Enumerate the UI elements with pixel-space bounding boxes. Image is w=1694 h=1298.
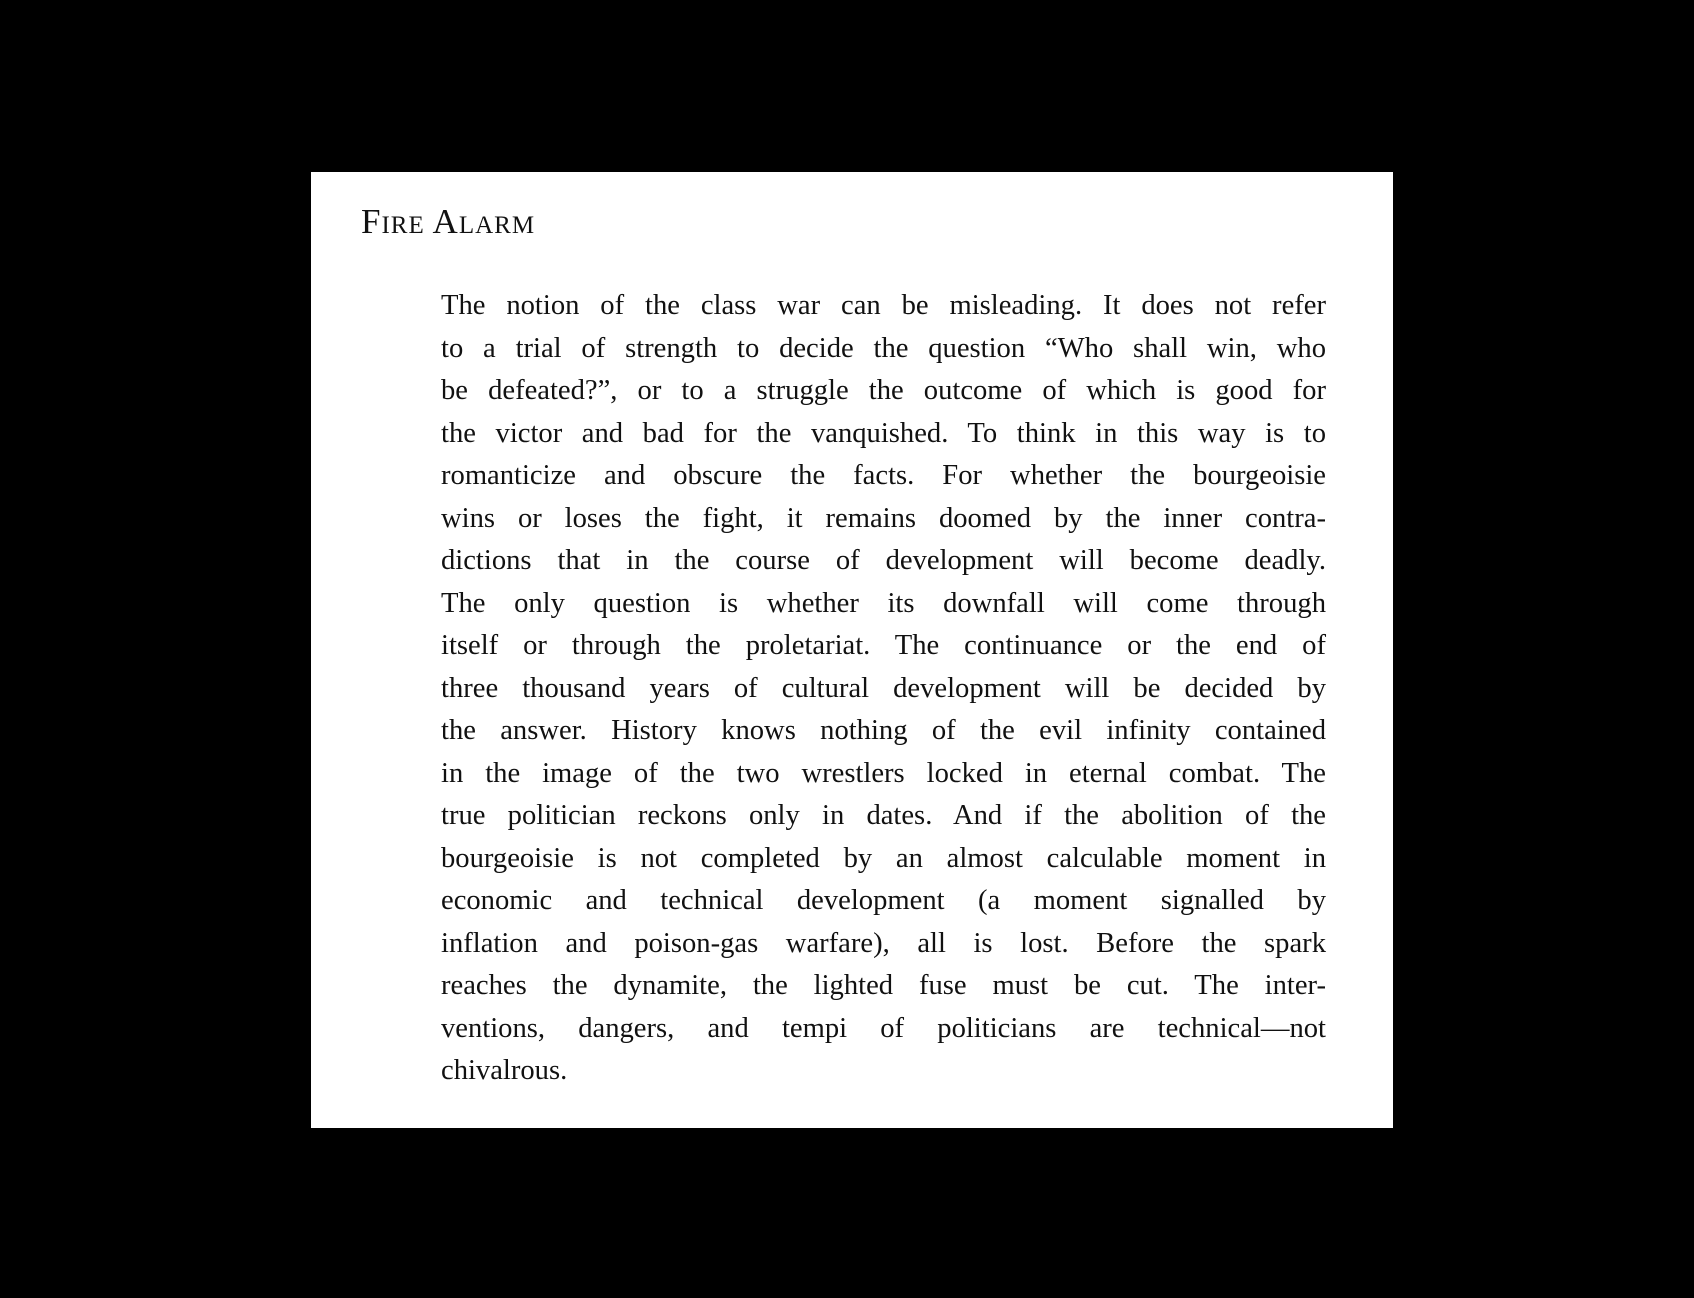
text-line: itself or through the proletariat. The continuance or the end of: [441, 630, 1326, 661]
text-line: The notion of the class war can be misleading. It does not refer: [441, 290, 1326, 321]
text-line: inflation and poison-gas warfare), all is lost. Before the spark: [441, 927, 1326, 959]
text-line: be defeated?”, or to a struggle the outcome of which is good for: [441, 375, 1326, 406]
document-page: [311, 172, 1393, 1128]
body-paragraph: [441, 285, 1326, 1093]
text-line: chivalrous.: [441, 1055, 568, 1086]
text-line: ventions, dangers, and tempi of politicians are technical—not: [441, 1012, 1326, 1044]
text-line: romanticize and obscure the facts. For whether the bourgeoisie: [441, 460, 1326, 491]
text-line: dictions that in the course of development will become deadly.: [441, 545, 1326, 576]
text-line: the victor and bad for the vanquished. To think in this way is to: [441, 417, 1326, 449]
text-line: in the image of the two wrestlers locked in eternal combat. The: [441, 757, 1326, 789]
text-line: the answer. History knows nothing of the evil infinity contained: [441, 715, 1326, 746]
text-line: to a trial of strength to decide the question “Who shall win, who: [441, 332, 1326, 364]
text-line: The only question is whether its downfall will come through: [441, 587, 1326, 619]
text-line: reaches the dynamite, the lighted fuse must be cut. The inter-: [441, 970, 1326, 1001]
section-heading: Fire Alarm: [361, 202, 536, 241]
text-line: economic and technical development (a moment signalled by: [441, 885, 1326, 916]
text-line: three thousand years of cultural development will be decided by: [441, 672, 1326, 704]
text-line: wins or loses the fight, it remains doomed by the inner contra-: [441, 502, 1326, 534]
text-line: bourgeoisie is not completed by an almost calculable moment in: [441, 842, 1326, 874]
text-line: true politician reckons only in dates. And if the abolition of the: [441, 800, 1326, 831]
